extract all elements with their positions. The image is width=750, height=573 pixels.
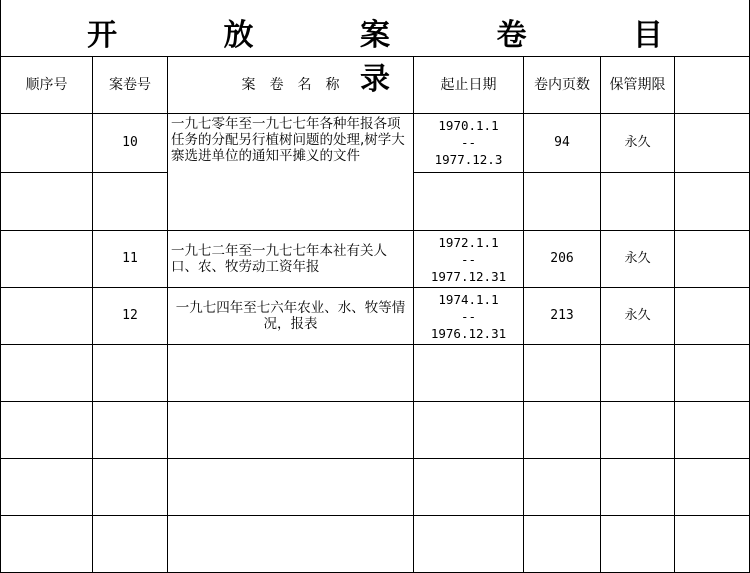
cell-name-text: 一九七零年至一九七七年各种年报各项任务的分配另行植树问题的处理,树学大寨选进单位的通知平摊义的文件 xyxy=(171,116,405,164)
cell-name: 一九七四年至七六年农业、水、牧等情况，报表 xyxy=(168,288,414,345)
empty-cell xyxy=(1,345,93,402)
date-start: 1972.1.1 xyxy=(438,234,499,250)
empty-cell xyxy=(1,459,93,516)
table-row xyxy=(1,231,750,288)
date-end: 1977.12.3 xyxy=(434,152,503,168)
cell-retention xyxy=(601,172,675,231)
cell-retention: 永久 xyxy=(601,114,675,173)
table-row-empty xyxy=(1,345,750,402)
header-file-no: 案卷号 xyxy=(93,57,168,114)
empty-cell xyxy=(524,402,601,459)
empty-cell xyxy=(414,402,524,459)
empty-cell xyxy=(524,345,601,402)
cell-dates xyxy=(414,288,524,345)
cell-blank xyxy=(675,114,750,173)
table-row xyxy=(1,288,750,345)
empty-cell xyxy=(414,459,524,516)
empty-cell xyxy=(601,459,675,516)
empty-cell xyxy=(524,459,601,516)
empty-cell xyxy=(675,516,750,573)
empty-cell xyxy=(675,402,750,459)
empty-cell xyxy=(414,516,524,573)
cell-seq xyxy=(1,288,93,345)
header-dates: 起止日期 xyxy=(414,57,524,114)
date-sep: -- xyxy=(460,308,477,324)
empty-cell xyxy=(168,459,414,516)
cell-seq xyxy=(1,114,93,173)
header-retention: 保管期限 xyxy=(601,57,675,114)
cell-file-no: 10 xyxy=(93,114,168,173)
date-sep: -- xyxy=(460,251,477,267)
cell-name: 一九七二年至一九七七年本社有关人口、农、牧劳动工资年报 xyxy=(168,231,414,288)
cell-file-no: 11 xyxy=(93,231,168,288)
empty-cell xyxy=(93,345,168,402)
cell-pages: 94 xyxy=(524,114,601,173)
empty-cell xyxy=(168,402,414,459)
date-start: 1970.1.1 xyxy=(438,118,499,134)
empty-cell xyxy=(601,402,675,459)
date-end: 1976.12.31 xyxy=(430,325,507,341)
cell-pages xyxy=(524,172,601,231)
cell-dates xyxy=(414,172,524,231)
date-start: 1974.1.1 xyxy=(438,291,499,307)
empty-cell xyxy=(93,402,168,459)
empty-cell xyxy=(675,459,750,516)
cell-retention: 永久 xyxy=(601,231,675,288)
table-row xyxy=(1,114,750,173)
empty-cell xyxy=(93,516,168,573)
cell-dates xyxy=(414,231,524,288)
empty-cell xyxy=(93,459,168,516)
page-title: 开 放 案 卷 目 录 xyxy=(87,18,711,97)
header-pages: 卷内页数 xyxy=(524,57,601,114)
cell-blank xyxy=(675,288,750,345)
empty-cell xyxy=(414,345,524,402)
cell-blank xyxy=(675,231,750,288)
empty-cell xyxy=(524,516,601,573)
table-header-row xyxy=(1,57,750,114)
cell-seq xyxy=(1,231,93,288)
empty-cell xyxy=(601,516,675,573)
table-row-empty xyxy=(1,516,750,573)
cell-file-no xyxy=(93,172,168,231)
empty-cell xyxy=(1,402,93,459)
empty-cell xyxy=(601,345,675,402)
cell-name xyxy=(168,114,414,231)
cell-retention: 永久 xyxy=(601,288,675,345)
empty-cell xyxy=(168,516,414,573)
date-end: 1977.12.31 xyxy=(430,268,507,284)
cell-file-no: 12 xyxy=(93,288,168,345)
table-row-empty xyxy=(1,459,750,516)
header-blank xyxy=(675,57,750,114)
empty-cell xyxy=(675,345,750,402)
catalog-table xyxy=(0,56,750,573)
header-seq: 顺序号 xyxy=(1,57,93,114)
empty-cell xyxy=(1,516,93,573)
cell-seq xyxy=(1,172,93,231)
cell-blank xyxy=(675,172,750,231)
date-sep: -- xyxy=(460,135,477,151)
header-name: 案卷名称 xyxy=(168,57,414,114)
cell-dates xyxy=(414,114,524,173)
table-row-empty xyxy=(1,402,750,459)
cell-pages: 206 xyxy=(524,231,601,288)
empty-cell xyxy=(168,345,414,402)
cell-pages: 213 xyxy=(524,288,601,345)
